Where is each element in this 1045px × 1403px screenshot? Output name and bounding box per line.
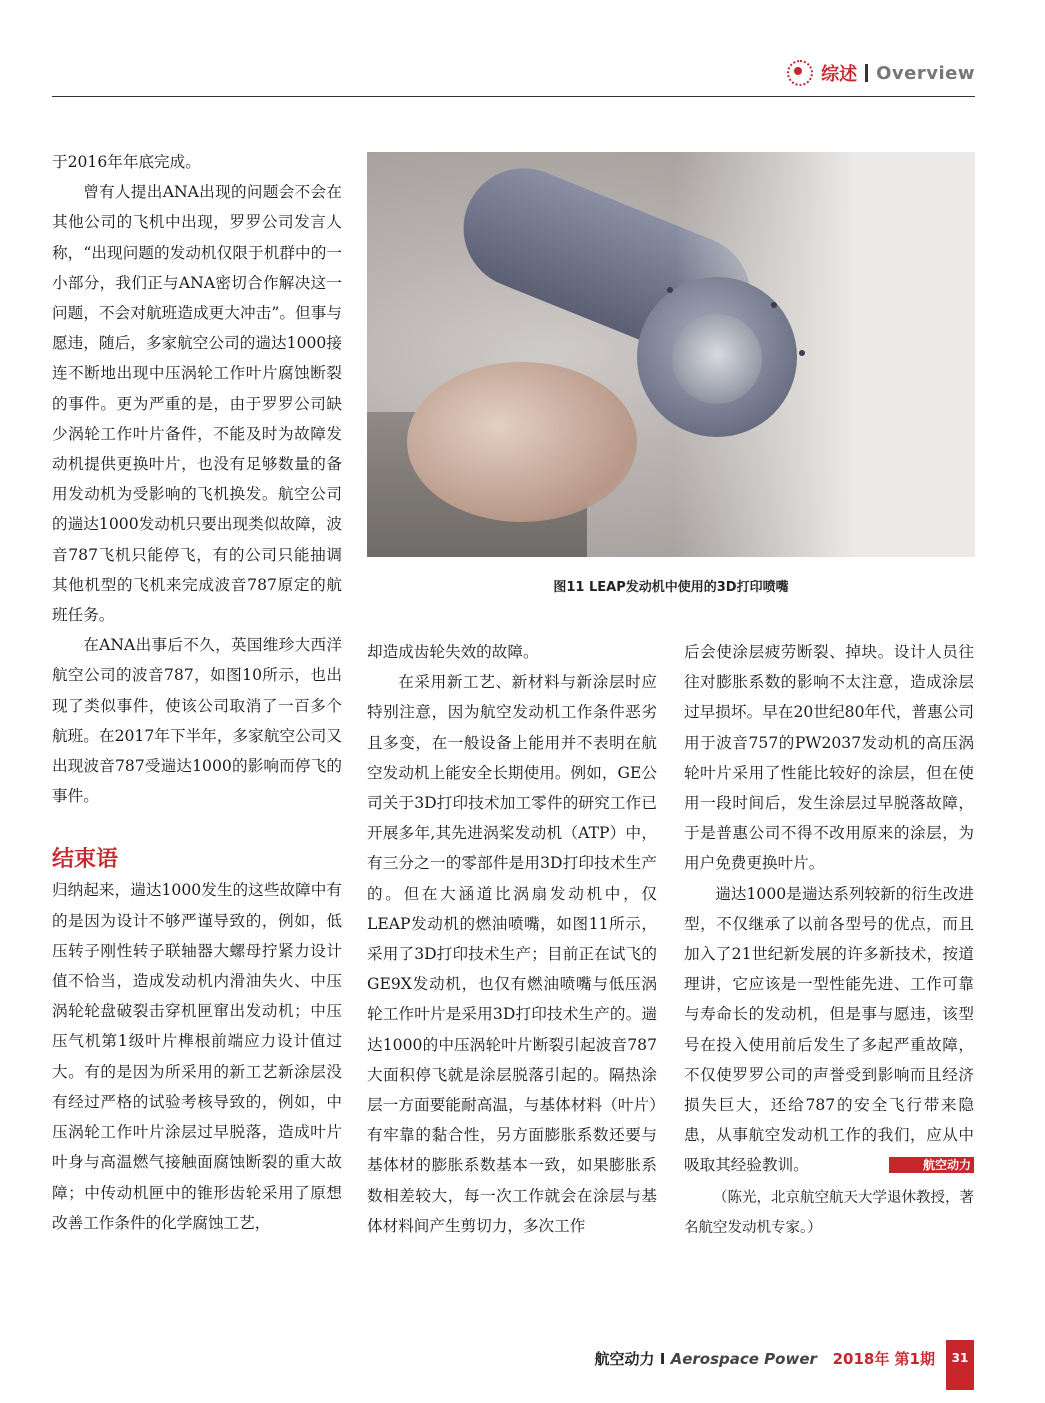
header-rule	[52, 96, 975, 97]
section-tag	[787, 60, 975, 86]
paragraph: 归纳起来，遄达1000发生的这些故障中有的是因为设计不够严谨导致的，例如，低压转子刚性转子联轴器大螺母拧紧力设计值不恰当，造成发动机内滑油失火、中压涡轮轮盘破裂击穿机匣窜出发动机；中压压气机第1级叶片榫根前端应力设计值过大。有的是因为所采用的新工艺新涂层没有经过严格的试验考核导致的，例如，中压涡轮工作叶片涂层过早脱落，造成叶片叶身与高温燃气接触面腐蚀断裂的重大故障；中传动机匣中的锥形齿轮采用了原想改善工作条件的化学腐蚀工艺，	[52, 881, 342, 1232]
page-footer	[0, 1340, 1045, 1403]
figure-photo	[367, 152, 975, 557]
paragraph	[684, 879, 974, 1181]
author-note: （陈光，北京航空航天大学退休教授，著名航空发动机专家。）	[684, 1189, 974, 1236]
end-mark-badge: 航空动力	[889, 1157, 974, 1173]
paragraph-text: 遄达1000是遄达系列较新的衍生改进型，不仅继承了以前各型号的优点，而且加入了21世纪新发展的许多新技术，按道理讲，它应该是一型性能先进、工作可靠与寿命长的发动机，但是事与愿违，该型号在投入使用前后发生了多起严重故障，不仅使罗罗公司的声誉受到影响而且经济损失巨大，还给787的安全飞行带来隐患，从事航空发动机工作的我们，应从中吸取其经验教训。	[684, 884, 974, 1175]
journal-logo-icon	[787, 60, 813, 86]
journal-name-zh: 航空动力	[594, 1350, 655, 1368]
text-column-2	[367, 637, 657, 1241]
paragraph: 却造成齿轮失效的故障。	[367, 643, 539, 661]
paragraph: 在ANA出事后不久，英国维珍大西洋航空公司的波音787，如图10所示，也出现了类似事件，使该公司取消了一百多个航班。在2017年下半年，多家航空公司又出现波音787受遄达1000的影响而停飞的事件。	[52, 636, 342, 806]
journal-separator: I	[659, 1350, 666, 1368]
section-label-zh: 综述	[821, 64, 858, 85]
text-column-3	[684, 637, 974, 1243]
section-divider	[865, 64, 868, 82]
section-label-en: Overview	[876, 62, 975, 84]
text-column-1	[52, 147, 342, 1238]
page-number: 31	[946, 1340, 974, 1390]
section-heading: 结束语	[52, 847, 119, 873]
page-header	[0, 0, 1045, 100]
paragraph: 后会使涂层疲劳断裂、掉块。设计人员往往对膨胀系数的影响不太注意，造成涂层过早损坏。早在20世纪80年代，普惠公司用于波音757的PW2037发动机的高压涡轮叶片采用了性能比较好的涂层，但在使用一段时间后，发生涂层过早脱落故障，于是普惠公司不得不改用原来的涂层，为用户免费更换叶片。	[684, 643, 974, 873]
footer-journal	[595, 1348, 935, 1369]
paragraph: 于2016年年底完成。	[52, 153, 201, 171]
issue-label: 2018年 第1期	[832, 1350, 935, 1368]
paragraph: 在采用新工艺、新材料与新涂层时应特别注意，因为航空发动机工作条件恶劣且多变，在一般设备上能用并不表明在航空发动机上能安全长期使用。例如，GE公司关于3D打印技术加工零件的研究工作已开展多年,其先进涡桨发动机（ATP）中，有三分之一的零部件是用3D打印技术生产的。但在大涵道比涡扇发动机中，仅LEAP发动机的燃油喷嘴，如图11所示，采用了3D打印技术生产；目前正在试飞的GE9X发动机，也仅有燃油喷嘴与低压涡轮工作叶片是采用3D打印技术生产的。遄达1000的中压涡轮叶片断裂引起波音787大面积停飞就是涂层脱落引起的。隔热涂层一方面要能耐高温，与基体材料（叶片）有牢靠的黏合性，另方面膨胀系数还要与基体材的膨胀系数基本一致，如果膨胀系数相差较大，每一次工作就会在涂层与基体材料间产生剪切力，多次工作	[367, 673, 657, 1235]
figure-caption: 图11 LEAP发动机中使用的3D打印喷嘴	[553, 580, 789, 595]
paragraph: 曾有人提出ANA出现的问题会不会在其他公司的飞机中出现，罗罗公司发言人称，“出现问题的发动机仅限于机群中的一小部分，我们正与ANA密切合作解决这一问题，不会对航班造成更大冲击”。但事与愿违，随后，多家航空公司的遄达1000接连不断地出现中压涡轮工作叶片腐蚀断裂的事件。更为严重的是，由于罗罗公司缺少涡轮工作叶片备件，不能及时为故障发动机提供更换叶片，也没有足够数量的备用发动机为受影响的飞机换发。航空公司的遄达1000发动机只要出现类似故障，波音787飞机只能停飞，有的公司只能抽调其他机型的飞机来完成波音787原定的航班任务。	[52, 183, 342, 625]
journal-name-en: Aerospace Power	[670, 1350, 817, 1368]
